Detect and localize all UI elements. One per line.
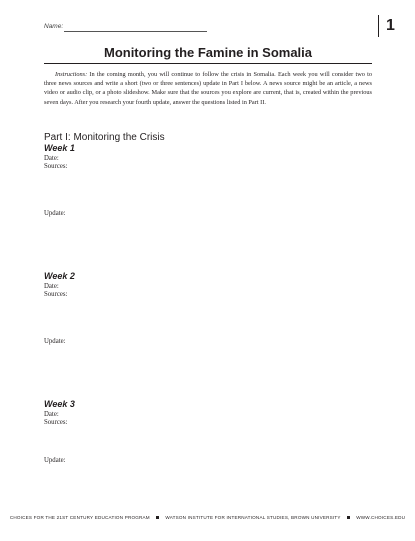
page-number-divider [378, 15, 379, 37]
week-3-sources-label: Sources: [44, 419, 68, 426]
instructions-lead: Instructions: [55, 71, 88, 78]
week-2-date-label: Date: [44, 283, 59, 290]
week-1-date-label: Date: [44, 155, 59, 162]
week-3-title: Week 3 [44, 399, 75, 409]
week-2-sources-label: Sources: [44, 291, 68, 298]
week-3-date-label: Date: [44, 411, 59, 418]
week-3-update-label: Update: [44, 457, 66, 464]
footer-separator [156, 516, 160, 520]
week-2-title: Week 2 [44, 271, 75, 281]
instructions-paragraph [44, 70, 372, 107]
week-1-title: Week 1 [44, 143, 75, 153]
footer-program: CHOICES FOR THE 21ST CENTURY EDUCATION PROGRAM [9, 515, 150, 520]
name-label: Name: [44, 23, 64, 30]
footer [0, 515, 415, 520]
part-1-heading: Part I: Monitoring the Crisis [44, 132, 165, 143]
week-1-sources-label: Sources: [44, 163, 68, 170]
footer-url[interactable]: WWW.CHOICES.EDU [356, 515, 406, 520]
page-number: 1 [386, 17, 395, 34]
week-1-update-label: Update: [44, 210, 66, 217]
week-2-update-label: Update: [44, 338, 66, 345]
page-title: Monitoring the Famine in Somalia [103, 45, 312, 60]
instructions-body: In the coming month, you will continue to follow the crisis in Somalia. Each week you will consider two to three news sources and write a short (two or three sentences) update in Part I below. A news source might be an article, a news video or audio clip, or a photo slideshow. Make sure that the sources you explore are current, that is, created within the previous seven days. After you research your fourth update, answer the questions listed in Part II. [44, 71, 372, 106]
footer-separator [347, 516, 351, 520]
title-underline [44, 63, 372, 64]
name-field-line[interactable] [64, 31, 207, 32]
footer-institute: WATSON INSTITUTE FOR INTERNATIONAL STUDIES, BROWN UNIVERSITY [165, 515, 341, 520]
